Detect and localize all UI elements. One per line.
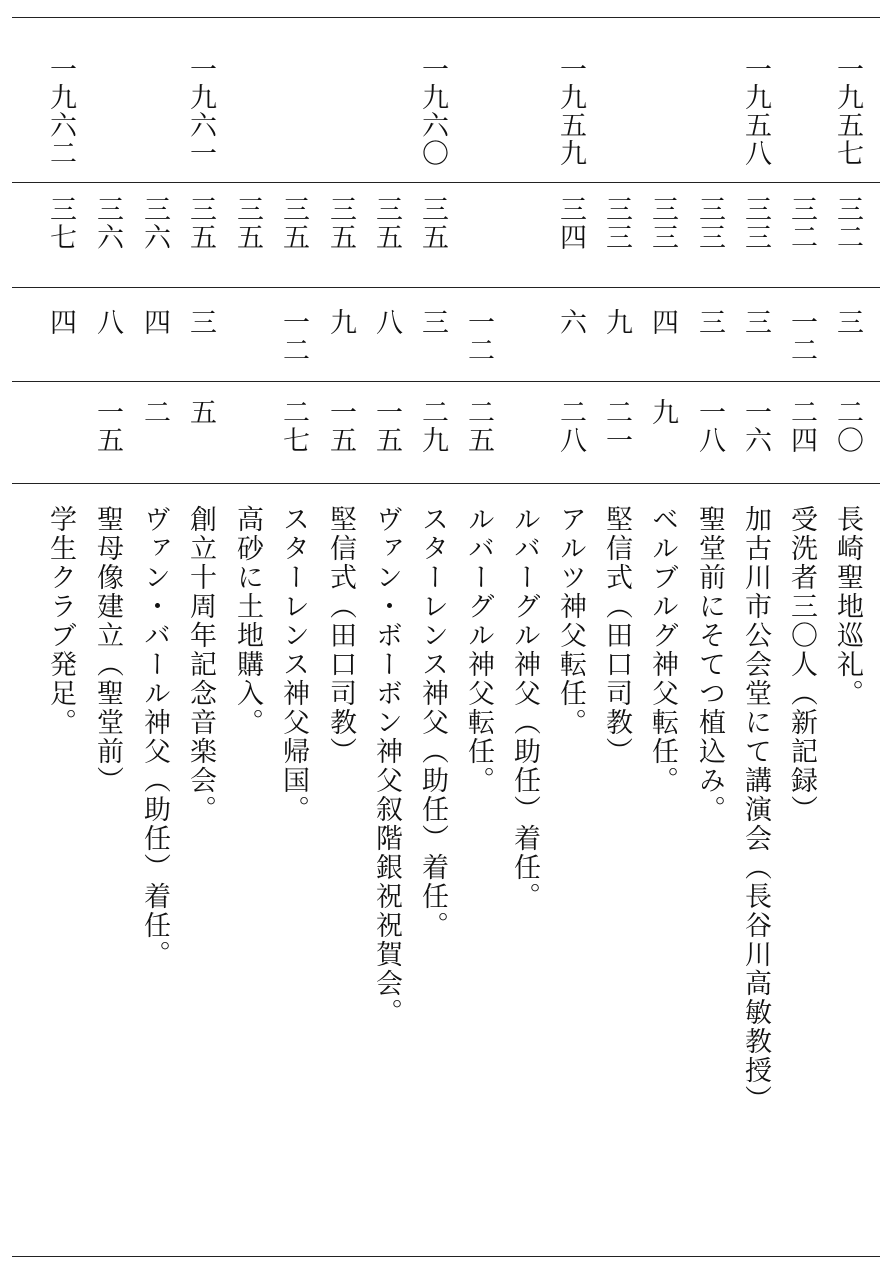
entry-month: 一二: [278, 308, 309, 364]
entry-event: ルバーグル神父転任。: [463, 505, 494, 795]
entry-count: 三五: [232, 195, 263, 251]
entry-day: 二七: [278, 398, 309, 454]
entry-month: 三: [694, 308, 725, 336]
entry-count: 三五: [185, 195, 216, 251]
entry-day: 一五: [92, 398, 123, 454]
entry-month: 三: [740, 308, 771, 336]
entry-event: 創立十周年記念音楽会。: [185, 505, 216, 824]
entry-event: ヴァン・バール神父（助任）着任。: [139, 505, 170, 969]
entry-day: 一六: [740, 398, 771, 454]
entry-month: 四: [139, 308, 170, 336]
entry-month: 一二: [463, 308, 494, 364]
entry-day: 五: [185, 398, 216, 426]
year-1962: 一九六二: [45, 55, 76, 167]
entry-month: 六: [555, 308, 586, 336]
day-row-rule: [12, 483, 880, 484]
entry-month: 八: [92, 308, 123, 336]
month-row-rule: [12, 381, 880, 382]
bottom-rule: [12, 1256, 880, 1257]
entry-event: 長崎聖地巡礼。: [832, 505, 863, 708]
entry-event: スターレンス神父（助任）着任。: [417, 505, 448, 940]
year-1960: 一九六〇: [417, 55, 448, 167]
entry-month: 一二: [786, 308, 817, 364]
entry-event: 加古川市公会堂にて講演会（長谷川高敏教授）: [740, 505, 771, 1114]
entry-event: ルバーグル神父（助任）着任。: [509, 505, 540, 911]
count-row-rule: [12, 287, 880, 288]
entry-count: 三七: [45, 195, 76, 251]
entry-event: アルツ神父転任。: [555, 505, 586, 737]
year-1959: 一九五九: [555, 55, 586, 167]
entry-month: 三: [417, 308, 448, 336]
entry-event: スターレンス神父帰国。: [278, 505, 309, 824]
year-row-rule: [12, 182, 880, 183]
entry-event: ベルブルグ神父転任。: [647, 505, 678, 795]
year-1958: 一九五八: [740, 55, 771, 167]
entry-day: 二: [139, 398, 170, 426]
entry-event: 学生クラブ発足。: [45, 505, 76, 737]
entry-count: 三五: [417, 195, 448, 251]
entry-day: 二一: [601, 398, 632, 454]
top-rule: [12, 17, 880, 18]
entry-event: 聖母像建立（聖堂前）: [92, 505, 123, 795]
entry-event: 受洗者三〇人（新記録）: [786, 505, 817, 824]
entry-event: 高砂に土地購入。: [232, 505, 263, 737]
entry-day: 九: [647, 398, 678, 426]
entry-day: 二四: [786, 398, 817, 454]
entry-month: 三: [185, 308, 216, 336]
entry-event: 聖堂前にそてつ植込み。: [694, 505, 725, 824]
entry-event: 堅信式（田口司教）: [601, 505, 632, 766]
entry-month: 四: [45, 308, 76, 336]
entry-count: 三六: [139, 195, 170, 251]
entry-day: 二五: [463, 398, 494, 454]
entry-month: 四: [647, 308, 678, 336]
entry-count: 三二: [786, 195, 817, 251]
entry-day: 一五: [371, 398, 402, 454]
entry-count: 三五: [278, 195, 309, 251]
entry-count: 三五: [325, 195, 356, 251]
entry-event: 堅信式（田口司教）: [325, 505, 356, 766]
entry-count: 三三: [601, 195, 632, 251]
entry-count: 三三: [740, 195, 771, 251]
entry-count: 三三: [647, 195, 678, 251]
entry-day: 二八: [555, 398, 586, 454]
entry-month: 三: [832, 308, 863, 336]
entry-month: 八: [371, 308, 402, 336]
entry-event: ヴァン・ボーボン神父叙階銀祝祝賀会。: [371, 505, 402, 1027]
entry-count: 三二: [832, 195, 863, 251]
year-1961: 一九六一: [185, 55, 216, 167]
entry-count: 三五: [371, 195, 402, 251]
entry-day: 一八: [694, 398, 725, 454]
entry-count: 三六: [92, 195, 123, 251]
entry-day: 二九: [417, 398, 448, 454]
entry-count: 三四: [555, 195, 586, 251]
entry-month: 九: [601, 308, 632, 336]
entry-month: 九: [325, 308, 356, 336]
year-1957: 一九五七: [832, 55, 863, 167]
entry-day: 一五: [325, 398, 356, 454]
entry-day: 二〇: [832, 398, 863, 454]
entry-count: 三三: [694, 195, 725, 251]
